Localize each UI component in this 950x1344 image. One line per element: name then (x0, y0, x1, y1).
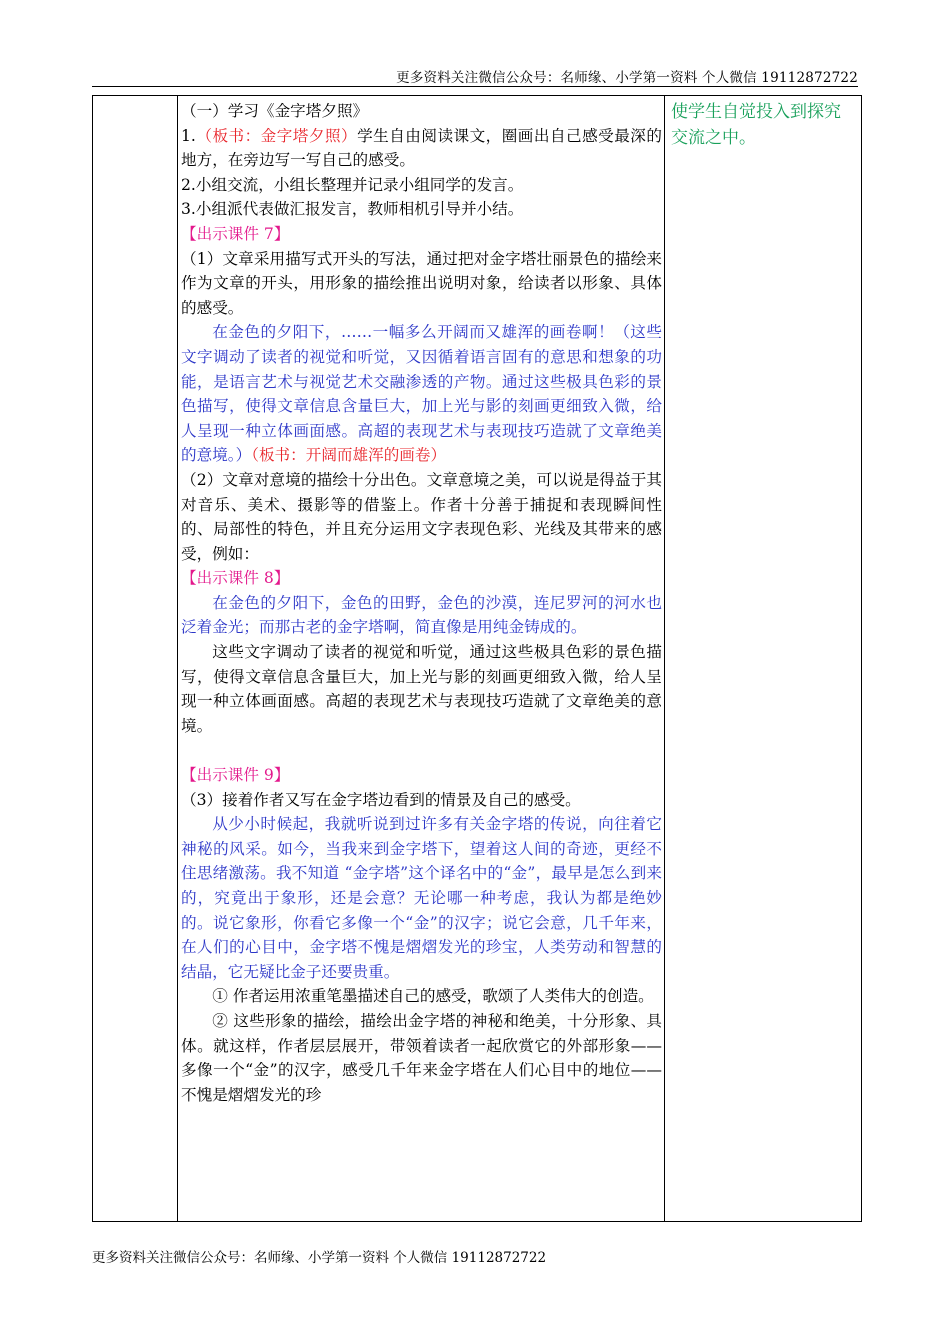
quote-3: 从少小时候起，我就听说到过许多有关金字塔的传说，向往着它神秘的风采。如今，当我来到金字塔下，望着这人间的奇迹，更经不住思绪激荡。我不知道 “金字塔”这个译名中的“金”，最早是怎么到来的，究竟出于象形，还是会意？无论哪一种考虑，我认为都是绝妙的。说它象形，你看它多像一个“金”的汉字；说它会意，几千年来，在人们的心目中，金字塔不愧是熠熠发光的珍宝，人类劳动和智慧的结晶，它无疑比金子还要贵重。 (181, 815, 662, 981)
lesson-plan-table (92, 95, 862, 1222)
header-divider (92, 86, 858, 87)
point-1: （1）文章采用描写式开头的写法，通过把对金字塔壮丽景色的描绘来作为文章的开头，用形象的描绘推出说明对象，给读者以形象、具体的感受。 (181, 249, 662, 317)
teaching-content (178, 96, 664, 1107)
note-2: ② 这些形象的描绘，描绘出金字塔的神秘和绝美，十分形象、具体。就这样，作者层层展开，带领着读者一起欣赏它的外部形象——多像一个“金”的汉字，感受几千年来金字塔在人们心目中的地位——不愧是熠熠发光的珍 (181, 1011, 662, 1104)
quote-2: 在金色的夕阳下，金色的田野，金色的沙漠，连尼罗河的河水也泛着金光；而那古老的金字塔啊，简直像是用纯金铸成的。 (181, 593, 662, 637)
step-1-number: 1. (181, 126, 196, 145)
section-title: （一）学习《金字塔夕照》 (181, 102, 369, 120)
step-2: 2.小组交流，小组长整理并记录小组同学的发言。 (181, 175, 524, 194)
point-3: （3）接着作者又写在金字塔边看到的情景及自己的感受。 (181, 790, 581, 809)
step-3: 3.小组派代表做汇报发言，教师相机引导并小结。 (181, 200, 524, 219)
footer-note: 更多资料关注微信公众号：名师缘、小学第一资料 个人微信 19112872722 (92, 1250, 547, 1266)
courseware-9-label: 【出示课件 9】 (181, 766, 290, 785)
board-note-title: （板书：金字塔夕照） (195, 126, 358, 145)
step-1 (181, 124, 662, 173)
table-row (93, 96, 862, 1222)
courseware-8-label: 【出示课件 8】 (181, 569, 290, 588)
teaching-process-cell (178, 96, 665, 1222)
quote-1 (181, 320, 662, 468)
header-note: 更多资料关注微信公众号：名师缘、小学第一资料 个人微信 19112872722 (396, 70, 858, 86)
note-1: ① 作者运用浓重笔墨描述自己的感受，歌颂了人类伟大的创造。 (212, 987, 654, 1006)
point-2: （2）文章对意境的描绘十分出色。文章意境之美，可以说是得益于其对音乐、美术、摄影等的借鉴上。作者十分善于捕捉和表现瞬间性的、局部性的特色，并且充分运用文字表现色彩、光线及其带来的感受，例如： (181, 470, 662, 563)
step-1-text: 学生自由阅读课文，圈画出自己感受最深的地方，在旁边写一写自己的感受。 (181, 126, 662, 170)
analysis-2: 这些文字调动了读者的视觉和听觉，通过这些极具色彩的景色描写，使得文章信息含量巨大，加上光与影的刻画更细致入微，给人呈现一种立体画面感。高超的表现艺术与表现技巧造就了文章绝美的意境。 (181, 643, 662, 735)
quote-1-text: 在金色的夕阳下，……一幅多么开阔而又雄浑的画卷啊！（这些文字调动了读者的视觉和听觉，又因循着语言固有的意思和想象的功能，是语言艺术与视觉艺术交融渗透的产物。通过这些极具色彩的景色描写，使得文章信息含量巨大，加上光与影的刻画更细致入微，给人呈现一种立体画面感。高超的表现艺术与表现技巧造就了文章绝美的意境。） (181, 323, 662, 465)
design-intent-note: 使学生自觉投入到探究交流之中。 (671, 102, 841, 148)
board-note-scroll: （板书：开阔而雄浑的画卷） (251, 446, 447, 465)
design-intent-cell (665, 96, 862, 1222)
courseware-7-label: 【出示课件 7】 (181, 224, 290, 243)
blank-line (181, 738, 662, 763)
left-empty-cell (93, 96, 178, 1222)
